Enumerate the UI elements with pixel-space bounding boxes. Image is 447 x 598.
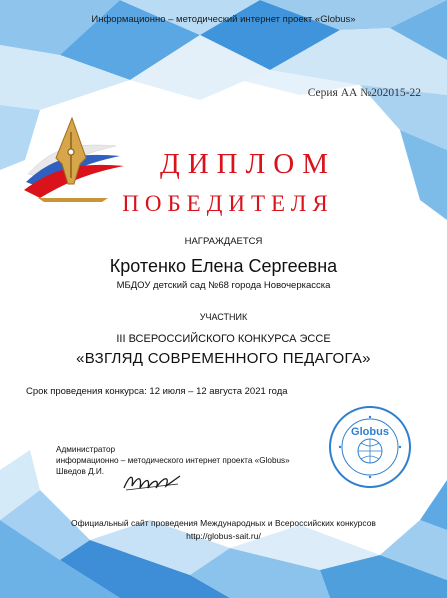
- contest-dates: Срок проведения конкурса: 12 июля – 12 августа 2021 года: [26, 386, 288, 397]
- contest-name: III ВСЕРОССИЙСКОГО КОНКУРСА ЭССЕ: [116, 333, 331, 345]
- official-site-url: http://globus-sait.ru/: [186, 531, 261, 541]
- official-site-line: Официальный сайт проведения Международных и Всероссийских конкурсов: [71, 518, 376, 528]
- recipient-organization: МБДОУ детский сад №68 города Новочеркасска: [116, 280, 331, 291]
- stamp-center-text: Globus: [351, 426, 389, 438]
- admin-title: Администратор: [56, 445, 116, 454]
- admin-name: Шведов Д.И.: [56, 467, 105, 476]
- project-header: Информационно – методический интернет проект «Globus»: [91, 14, 356, 25]
- globus-stamp-icon: [328, 405, 412, 489]
- essay-title: «ВЗГЛЯД СОВРЕМЕННОГО ПЕДАГОГА»: [76, 350, 371, 367]
- admin-project: информационно – методического интернет проекта «Globus»: [56, 456, 290, 465]
- participant-role: УЧАСТНИК: [199, 312, 248, 322]
- signature-image: [120, 470, 184, 494]
- diploma-subtitle: ПОБЕДИТЕЛЯ: [122, 191, 334, 216]
- diploma-title: ДИПЛОМ: [159, 148, 337, 180]
- diploma-serial-number: Серия АА №202015-22: [307, 87, 421, 99]
- awarded-label: НАГРАЖДАЕТСЯ: [184, 236, 263, 247]
- recipient-name: Кротенко Елена Сергеевна: [109, 256, 338, 276]
